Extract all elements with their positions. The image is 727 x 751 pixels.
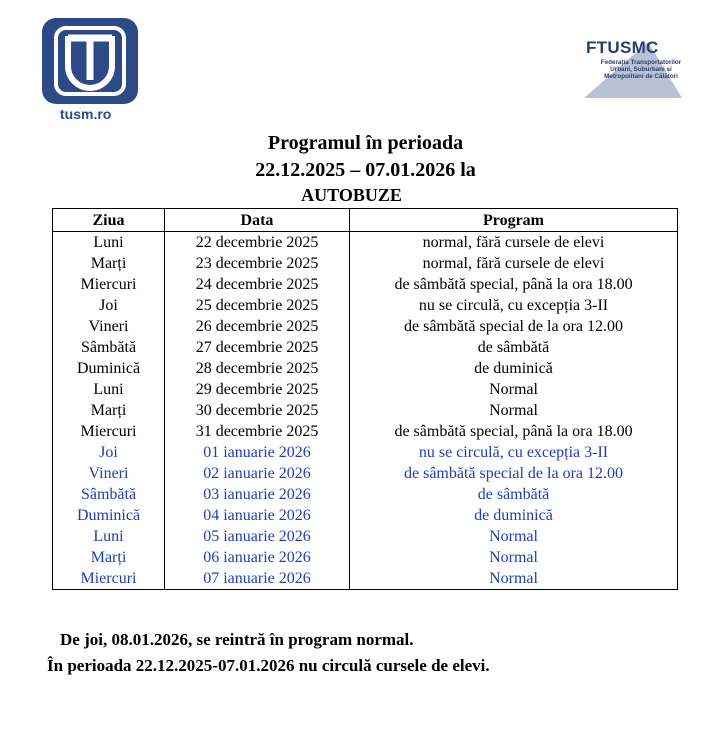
cell-date: 24 decembrie 2025 [165, 274, 350, 295]
table-row [53, 463, 678, 484]
cell-date: 07 ianuarie 2026 [165, 568, 350, 590]
cell-date: 05 ianuarie 2026 [165, 526, 350, 547]
cell-day: Luni [53, 232, 165, 254]
cell-day: Duminică [53, 358, 165, 379]
cell-program: de duminică [350, 505, 678, 526]
header-date: Data [165, 209, 350, 232]
cell-day: Miercuri [53, 274, 165, 295]
cell-program: de sâmbătă special de la ora 12.00 [350, 316, 678, 337]
cell-program: de duminică [350, 358, 678, 379]
tusm-logo-mark [42, 18, 138, 104]
ftusmc-logo [578, 38, 688, 102]
cell-day: Duminică [53, 505, 165, 526]
cell-day: Marți [53, 547, 165, 568]
cell-program: normal, fără cursele de elevi [350, 253, 678, 274]
cell-date: 31 decembrie 2025 [165, 421, 350, 442]
cell-program: nu se circulă, cu excepția 3-II [350, 295, 678, 316]
table-row [53, 505, 678, 526]
cell-date: 29 decembrie 2025 [165, 379, 350, 400]
cell-day: Luni [53, 379, 165, 400]
cell-date: 27 decembrie 2025 [165, 337, 350, 358]
table-row [53, 526, 678, 547]
table-row [53, 484, 678, 505]
table-row [53, 274, 678, 295]
ftusmc-name: FTUSMC [586, 38, 659, 57]
cell-day: Joi [53, 442, 165, 463]
title-line-3: AUTOBUZE [301, 185, 402, 205]
ftusmc-subtitle: Federația Transportatorilor Urbani, Suburbani și Metropolitani de Călători [600, 59, 682, 80]
title-line-2: 22.12.2025 – 07.01.2026 la [255, 159, 476, 181]
table-row [53, 232, 678, 254]
table-row [53, 295, 678, 316]
cell-program: de sâmbătă special, până la ora 18.00 [350, 274, 678, 295]
header-program: Program [350, 209, 678, 232]
header-day: Ziua [53, 209, 165, 232]
cell-day: Vineri [53, 316, 165, 337]
table-row [53, 547, 678, 568]
tusm-logo [42, 18, 138, 122]
cell-program: nu se circulă, cu excepția 3-II [350, 442, 678, 463]
cell-date: 04 ianuarie 2026 [165, 505, 350, 526]
cell-day: Sâmbătă [53, 337, 165, 358]
cell-day: Miercuri [53, 568, 165, 590]
cell-date: 01 ianuarie 2026 [165, 442, 350, 463]
table-row [53, 358, 678, 379]
note-line-2: În perioada 22.12.2025-07.01.2026 nu circulă cursele de elevi. [47, 656, 490, 675]
tusm-caption: tusm.ro [60, 106, 112, 122]
title-line-1: Programul în perioada [267, 132, 464, 154]
cell-date: 28 decembrie 2025 [165, 358, 350, 379]
cell-program: de sâmbătă special de la ora 12.00 [350, 463, 678, 484]
cell-date: 06 ianuarie 2026 [165, 547, 350, 568]
table-row [53, 442, 678, 463]
table-row [53, 253, 678, 274]
table-header-row [53, 209, 678, 232]
cell-program: de sâmbătă special, până la ora 18.00 [350, 421, 678, 442]
cell-date: 02 ianuarie 2026 [165, 463, 350, 484]
cell-day: Marți [53, 400, 165, 421]
table-row [53, 316, 678, 337]
cell-day: Vineri [53, 463, 165, 484]
cell-program: de sâmbătă [350, 337, 678, 358]
table-row [53, 421, 678, 442]
table-row [53, 400, 678, 421]
cell-date: 25 decembrie 2025 [165, 295, 350, 316]
cell-date: 03 ianuarie 2026 [165, 484, 350, 505]
cell-program: Normal [350, 526, 678, 547]
schedule-table [52, 208, 678, 590]
table-row [53, 568, 678, 590]
cell-date: 22 decembrie 2025 [165, 232, 350, 254]
cell-day: Joi [53, 295, 165, 316]
cell-day: Luni [53, 526, 165, 547]
cell-program: Normal [350, 379, 678, 400]
cell-date: 26 decembrie 2025 [165, 316, 350, 337]
cell-program: de sâmbătă [350, 484, 678, 505]
cell-day: Marți [53, 253, 165, 274]
table-row [53, 379, 678, 400]
tu-monogram-icon [42, 18, 138, 104]
cell-program: Normal [350, 400, 678, 421]
cell-program: normal, fără cursele de elevi [350, 232, 678, 254]
cell-day: Sâmbătă [53, 484, 165, 505]
cell-program: Normal [350, 547, 678, 568]
cell-day: Miercuri [53, 421, 165, 442]
note-line-1: De joi, 08.01.2026, se reintră în program normal. [60, 630, 414, 649]
table-row [53, 337, 678, 358]
cell-date: 23 decembrie 2025 [165, 253, 350, 274]
cell-program: Normal [350, 568, 678, 590]
cell-date: 30 decembrie 2025 [165, 400, 350, 421]
